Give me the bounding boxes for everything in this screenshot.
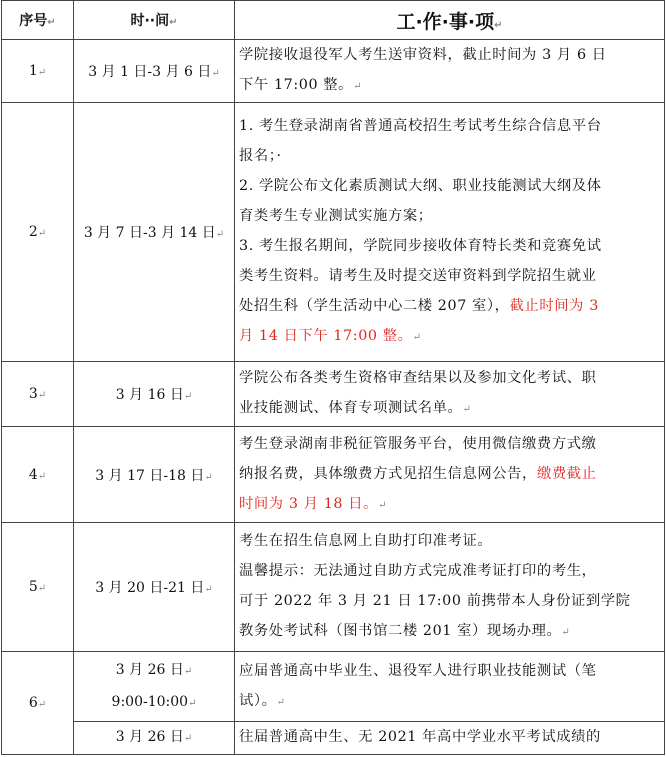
row-no [2, 362, 74, 427]
row-time [74, 103, 235, 362]
item-line [239, 616, 662, 648]
paragraph-mark: ↵ [215, 229, 225, 240]
item-line [239, 141, 662, 171]
item-line [239, 111, 662, 141]
item-line [239, 526, 662, 556]
header-time-label: 时··间 [130, 13, 170, 29]
row-time [74, 40, 235, 103]
header-no-label: 序号 [19, 13, 48, 29]
row-no [2, 40, 74, 103]
table-row [2, 40, 665, 103]
deadline-text: 时间为 3 月 18 日。 [239, 495, 379, 512]
row-no-label: 3 [28, 386, 38, 402]
item-text: 类考生资料。请考生及时提交送审资料到学院招生就业 [239, 268, 597, 284]
item-line [239, 459, 662, 489]
row-no [2, 652, 74, 755]
paragraph-mark: ↵ [204, 471, 213, 483]
row-no [2, 427, 74, 523]
table-row [2, 427, 665, 523]
item-text: 1. 考生登录湖南省普通高校招生考试考生综合信息平台 [239, 118, 602, 134]
row-time-label: 3 月 16 日 [115, 387, 184, 403]
paragraph-mark: ↵ [37, 228, 47, 239]
paragraph-mark: ↵ [353, 81, 363, 92]
item-line [239, 171, 662, 201]
paragraph-mark: ↵ [378, 499, 388, 511]
paragraph-mark: ↵ [561, 627, 571, 638]
item-text: 教务处考试科（图书馆二楼 201 室）现场办理。 [239, 623, 562, 639]
row-time [74, 722, 235, 755]
row-items [235, 652, 665, 722]
item-text: 3. 考生报名期间，学院同步接收体育特长类和竞赛免试 [239, 238, 602, 254]
paragraph-mark: ↵ [276, 696, 286, 708]
item-text: 报名；· [239, 148, 282, 164]
row-items [235, 40, 665, 103]
deadline-text: 缴费截止 [536, 465, 597, 482]
item-line [239, 70, 662, 102]
item-text: 业技能测试、体育专项测试名单。 [239, 400, 463, 416]
item-text: 考生在招生信息网上自助打印准考证。 [239, 533, 493, 549]
table-header-row [2, 1, 665, 40]
item-line [239, 393, 662, 425]
header-no: 序号↵ [2, 1, 74, 40]
row-time [74, 427, 235, 523]
table-row [2, 652, 665, 722]
deadline-text: 截止时间为 3 [509, 298, 599, 314]
header-items-label: 工·作·事·项 [396, 10, 495, 33]
item-line [239, 231, 662, 261]
row-no-label: 5 [28, 579, 38, 595]
item-line [239, 556, 662, 586]
paragraph-mark: ↵ [183, 391, 193, 402]
item-text: 下午 17:00 整。 [239, 77, 354, 93]
item-line [239, 686, 662, 718]
item-text: 处招生科（学生活动中心二楼 207 室）， [239, 298, 510, 314]
item-line [239, 656, 662, 686]
row-items [235, 427, 665, 523]
row-time-label: 3 月 7 日-3 月 14 日 [83, 225, 216, 241]
item-line [239, 261, 662, 291]
paragraph-mark: ↵ [37, 390, 47, 401]
row-items [235, 722, 665, 755]
item-text: 可于 2022 年 3 月 21 日 17:00 前携带本人身份证到学院 [239, 593, 631, 609]
paragraph-mark: ↵ [412, 332, 422, 343]
item-text: 考生登录湖南非税征管服务平台，使用微信缴费方式缴 [239, 435, 597, 452]
item-line [239, 586, 662, 616]
row-no-label: 1 [28, 63, 38, 79]
header-time: 时··间↵ [74, 1, 235, 40]
paragraph-mark: ↵ [37, 583, 47, 594]
row-items [235, 103, 665, 362]
row-time-label: 3 月 1 日-3 月 6 日 [88, 64, 212, 80]
row-time-label: 3 月 20 日-21 日 [95, 580, 205, 596]
header-items: 工·作·事·项↵ [235, 1, 665, 40]
paragraph-mark: ↵ [183, 665, 193, 677]
item-line [239, 321, 662, 353]
item-line [239, 201, 662, 231]
item-line [239, 40, 662, 70]
item-text: 应届普通高中毕业生、退役军人进行职业技能测试（笔 [239, 662, 597, 679]
item-text: 2. 学院公布文化素质测试大纲、职业技能测试大纲及体 [239, 178, 602, 194]
item-line [239, 363, 662, 393]
row-items [235, 523, 665, 652]
paragraph-mark: ↵ [204, 584, 213, 595]
row-time [74, 523, 235, 652]
table-row [2, 362, 665, 427]
item-text: 纳报名费，具体缴费方式见招生信息网公告， [239, 465, 537, 482]
paragraph-mark: ↵ [37, 470, 47, 482]
row-no [2, 103, 74, 362]
row-no-label: 6 [28, 695, 38, 711]
row-time [74, 362, 235, 427]
item-line [239, 291, 662, 321]
item-text: 育类考生专业测试实施方案； [239, 208, 433, 224]
row-time [74, 652, 235, 722]
table-row [2, 103, 665, 362]
item-text: 学院公布各类考生资格审查结果以及参加文化考试、职 [239, 370, 597, 386]
row-time-hours: 9:00-10:00 [111, 693, 189, 710]
row-no-label: 2 [28, 224, 38, 240]
item-line [239, 429, 662, 459]
item-line [239, 722, 662, 752]
paragraph-mark: ↵ [462, 404, 472, 415]
paragraph-mark: ↵ [37, 699, 47, 710]
paragraph-mark: ↵ [188, 697, 197, 709]
paragraph-mark: ↵ [37, 67, 47, 78]
paragraph-mark: ↵ [211, 68, 220, 79]
schedule-table [1, 0, 665, 755]
item-text: 温馨提示：无法通过自助方式完成准考证打印的考生， [239, 563, 597, 579]
row-no-label: 4 [28, 466, 38, 483]
row-items [235, 362, 665, 427]
item-text: 学院接收退役军人考生送审资料，截止时间为 3 月 6 日 [239, 47, 607, 63]
row-time-date: 3 月 26 日 [115, 661, 184, 678]
item-text: 往届普通高中生、无 2021 年高中学业水平考试成绩的 [239, 729, 601, 745]
deadline-text: 月 14 日下午 17:00 整。 [239, 328, 413, 344]
row-time-label: 3 月 17 日-18 日 [95, 467, 205, 484]
row-no [2, 523, 74, 652]
table-row [2, 722, 665, 755]
paragraph-mark: ↵ [183, 733, 193, 744]
item-text: 试）。 [239, 692, 277, 709]
item-line [239, 489, 662, 521]
row-time-date: 3 月 26 日 [115, 729, 184, 745]
table-row [2, 523, 665, 652]
